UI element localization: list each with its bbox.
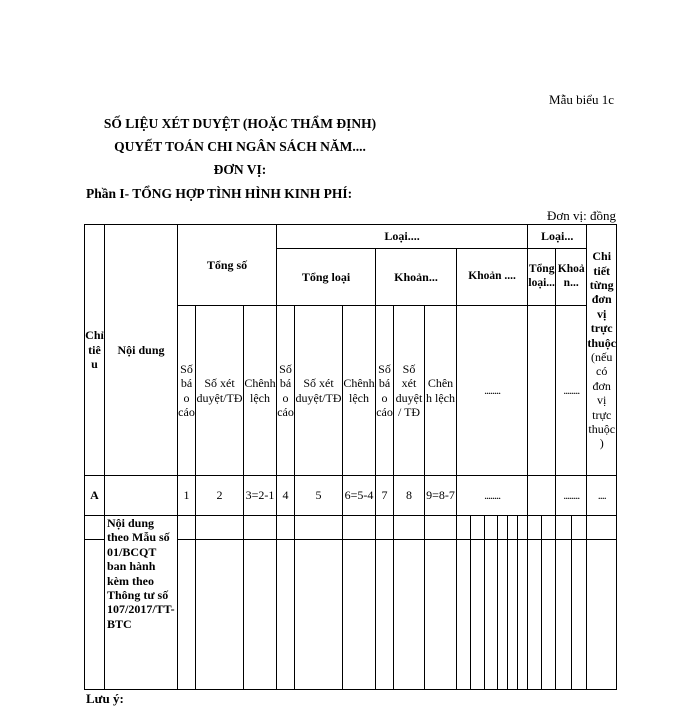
blank-cell [425, 516, 457, 540]
header-chenh-lech: Chênh lệch [425, 306, 457, 476]
header-so-bao-cao: Số báo cáo [277, 306, 295, 476]
header-chi-tieu: Chỉ tiêu [85, 225, 105, 476]
header-so-bao-cao: Số báo cáo [178, 306, 196, 476]
header-tong-loai: Tổng loại [277, 249, 376, 306]
header-loai-2: Loại... [528, 225, 587, 249]
blank-cell [394, 540, 425, 690]
blank-cell [394, 516, 425, 540]
header-dots: ........ [556, 306, 587, 476]
blank-cell [572, 516, 587, 540]
header-tong-loai-2: Tổng loại... [528, 249, 556, 306]
header-dots: ........ [457, 306, 528, 476]
blank-cell [295, 540, 343, 690]
blank-cell [196, 516, 244, 540]
blank-cell [244, 516, 277, 540]
blank-cell [572, 540, 587, 690]
blank-cell [498, 516, 508, 540]
blank-cell [178, 540, 196, 690]
blank-cell [85, 540, 105, 690]
index-cell: A [85, 476, 105, 516]
header-chenh-lech: Chênh lệch [343, 306, 376, 476]
blank-cell [471, 516, 485, 540]
document-title-line-2: QUYẾT TOÁN CHI NGÂN SÁCH NĂM.... [114, 139, 366, 154]
index-cell: 6=5-4 [343, 476, 376, 516]
index-cell: 3=2-1 [244, 476, 277, 516]
part-title: Phần I- TỔNG HỢP TÌNH HÌNH KINH PHÍ: [86, 186, 353, 201]
blank-cell [518, 516, 528, 540]
header-so-xet-duyet: Số xét duyệt/TĐ [295, 306, 343, 476]
blank-cell [277, 540, 295, 690]
blank-cell [518, 540, 528, 690]
blank-cell [178, 516, 196, 540]
blank-cell [485, 516, 498, 540]
header-empty [528, 306, 556, 476]
header-chi-tiet-note: (nếu có đơn vị trực thuộc) [588, 350, 616, 451]
header-khoan-2: Khoản .... [457, 249, 528, 306]
blank-cell [277, 516, 295, 540]
blank-cell [587, 540, 617, 690]
header-chi-tiet: Chi tiết từng đơn vị trực thuộc [587, 249, 617, 350]
blank-cell [457, 540, 471, 690]
header-khoan-1: Khoản... [376, 249, 457, 306]
header-khoan-3: Khoản... [556, 249, 587, 306]
form-code: Mẫu biểu 1c [549, 92, 614, 107]
index-cell-empty [528, 476, 556, 516]
index-cell: 7 [376, 476, 394, 516]
footer-note-label: Lưu ý: [86, 691, 124, 706]
index-cell: 1 [178, 476, 196, 516]
blank-cell [244, 540, 277, 690]
header-tong-so: Tổng số [178, 225, 277, 306]
blank-cell [508, 516, 518, 540]
blank-cell [376, 540, 394, 690]
blank-cell [196, 540, 244, 690]
blank-cell [457, 516, 471, 540]
blank-cell [542, 540, 556, 690]
blank-cell [376, 516, 394, 540]
budget-settlement-table [84, 224, 617, 690]
blank-cell [485, 540, 498, 690]
document-title-line-3: ĐƠN VỊ: [213, 162, 267, 177]
index-cell: 8 [394, 476, 425, 516]
header-chi-tiet-cell [587, 225, 617, 476]
blank-cell [295, 516, 343, 540]
blank-cell [508, 540, 518, 690]
index-cell: 4 [277, 476, 295, 516]
currency-unit-note: Đơn vị: đồng [547, 208, 616, 223]
blank-cell [425, 540, 457, 690]
blank-cell [587, 516, 617, 540]
header-so-xet-duyet: Số xét duyệt/TĐ [196, 306, 244, 476]
blank-cell [528, 516, 542, 540]
blank-cell [471, 540, 485, 690]
index-dots: ........ [556, 476, 587, 516]
index-cell: 5 [295, 476, 343, 516]
index-cell: 2 [196, 476, 244, 516]
index-cell-empty [105, 476, 178, 516]
index-cell: 9=8-7 [425, 476, 457, 516]
index-dots: ........ [457, 476, 528, 516]
blank-cell [556, 516, 572, 540]
blank-cell [498, 540, 508, 690]
blank-cell [542, 516, 556, 540]
header-so-bao-cao: Số báo cáo [376, 306, 394, 476]
header-noi-dung: Nội dung [105, 225, 178, 476]
header-chenh-lech: Chênh lệch [244, 306, 277, 476]
blank-cell [556, 540, 572, 690]
blank-cell [85, 516, 105, 540]
blank-cell [343, 540, 376, 690]
blank-cell [343, 516, 376, 540]
document-title-line-1: SỐ LIỆU XÉT DUYỆT (HOẶC THẨM ĐỊNH) [103, 116, 377, 131]
header-so-xet-duyet: Số xét duyệt / TĐ [394, 306, 425, 476]
header-loai-1: Loại.... [277, 225, 528, 249]
content-row-label: Nội dung theo Mẫu số 01/BCQT ban hành kèm theo Thông tư số 107/2017/TT-BTC [105, 516, 178, 690]
blank-cell [528, 540, 542, 690]
index-dots: .... [587, 476, 617, 516]
